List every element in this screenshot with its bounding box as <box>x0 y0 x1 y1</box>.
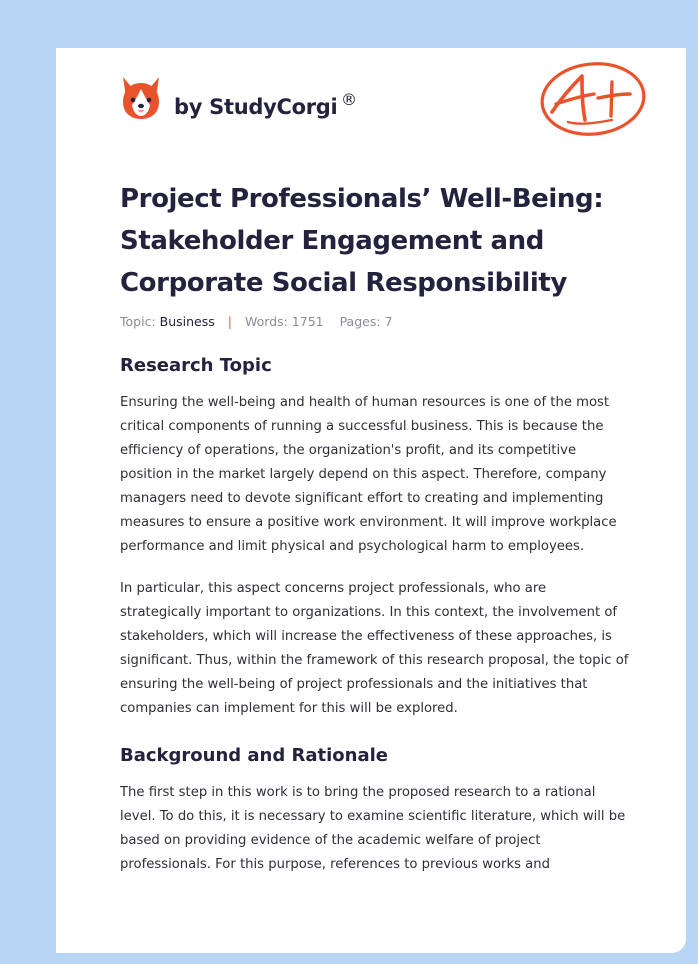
brand-name[interactable]: by StudyCorgi <box>174 95 338 119</box>
words-value: 1751 <box>291 314 324 329</box>
topic-link[interactable]: Business <box>159 314 215 329</box>
corgi-logo-icon <box>120 75 162 121</box>
meta-separator: | <box>227 314 232 329</box>
topic-label: Topic: <box>120 314 156 329</box>
registered-mark: ® <box>341 90 357 109</box>
section-heading: Research Topic <box>120 355 272 376</box>
document-title: Project Professionals’ Well-Being: Stakeholder Engagement and Corporate Social Responsibility <box>120 184 604 298</box>
paragraph: In particular, this aspect concerns project professionals, who are strategically important to organizations. In this context, the involvement of stakeholders, which will increase the effectiveness of these approaches, is significant. Thus, within the framework of this research proposal, the topic of ensuring the well-being of project professionals and the initiatives that companies can implement for this will be explored. <box>120 581 629 716</box>
paragraph: Ensuring the well-being and health of human resources is one of the most critical components of running a successful business. This is because the efficiency of operations, the organization's profit, and its competitive position in the market largely depend on this aspect. Therefore, company managers need to devote significant effort to creating and implementing measures to ensure a positive work environment. It will improve workplace performance and limit physical and psychological harm to employees. <box>120 395 617 554</box>
pages-value: 7 <box>384 314 393 329</box>
pages-label: Pages: <box>339 314 381 329</box>
document-content <box>120 178 630 877</box>
header <box>56 48 686 158</box>
paragraph: The first step in this work is to bring the proposed research to a rational level. To do this, it is necessary to examine scientific literature, which will be based on providing evidence of the academic welfare of project professionals. For this purpose, references to previous works and <box>120 785 626 872</box>
document-meta <box>120 314 630 329</box>
document-card <box>56 48 686 953</box>
words-label: Words: <box>244 314 288 329</box>
section-heading: Background and Rationale <box>120 745 389 766</box>
grade-badge-icon <box>538 60 648 140</box>
